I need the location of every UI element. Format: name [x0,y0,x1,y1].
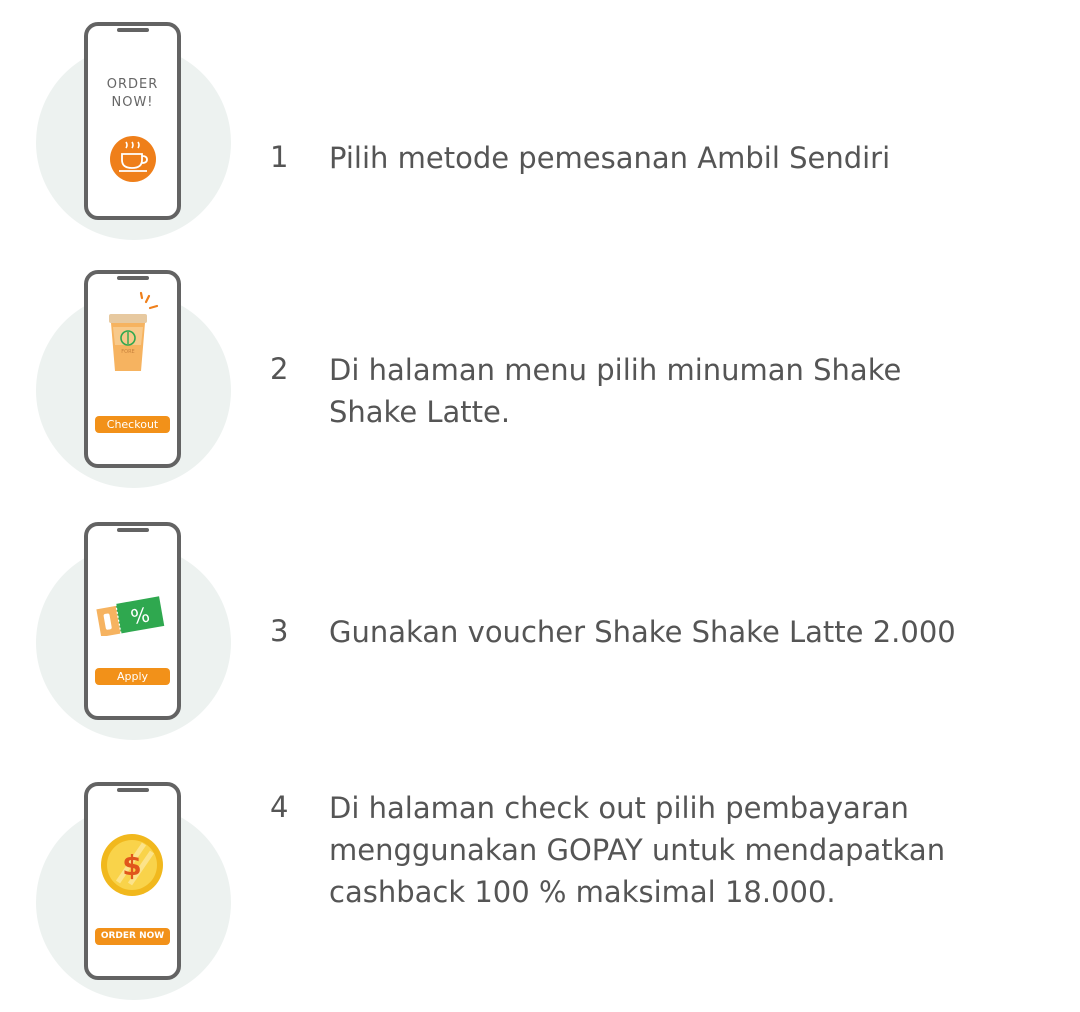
voucher-icon [88,526,177,636]
step-4 [0,760,1080,1010]
step-1-text: Pilih metode pemesanan Ambil Sendiri [329,141,891,175]
latte-cup-icon [88,274,177,384]
step-1-number: 1 [270,140,289,174]
step-4-text: Di halaman check out pilih pembayaran menggunakan GOPAY untuk mendapatkan cashback 100 % maksimal 18.000. [329,791,946,909]
coin-symbol: $ [122,849,142,882]
step-1-phone [84,22,181,220]
step-2-text: Di halaman menu pilih minuman Shake Shake Latte. [329,353,902,429]
dollar-coin-icon [88,786,177,896]
voucher-symbol: % [128,602,152,630]
step-3-text: Gunakan voucher Shake Shake Latte 2.000 [329,615,956,649]
phone-notch [117,28,149,32]
cup-label: FORE [121,349,135,355]
coffee-cup-icon [110,136,156,182]
order-now-text [88,76,177,112]
order-now-button[interactable]: ORDER NOW [95,928,170,945]
step-3-phone [84,522,181,720]
apply-button[interactable]: Apply [95,668,170,685]
step-2-number: 2 [270,352,289,386]
step-2 [0,248,1080,498]
order-line-2: NOW! [111,95,154,110]
step-1 [0,0,1080,250]
step-2-phone [84,270,181,468]
step-4-phone [84,782,181,980]
step-3 [0,500,1080,750]
order-line-1: ORDER [106,77,159,92]
step-4-number: 4 [270,790,289,824]
checkout-button[interactable]: Checkout [95,416,170,433]
step-3-number: 3 [270,614,289,648]
